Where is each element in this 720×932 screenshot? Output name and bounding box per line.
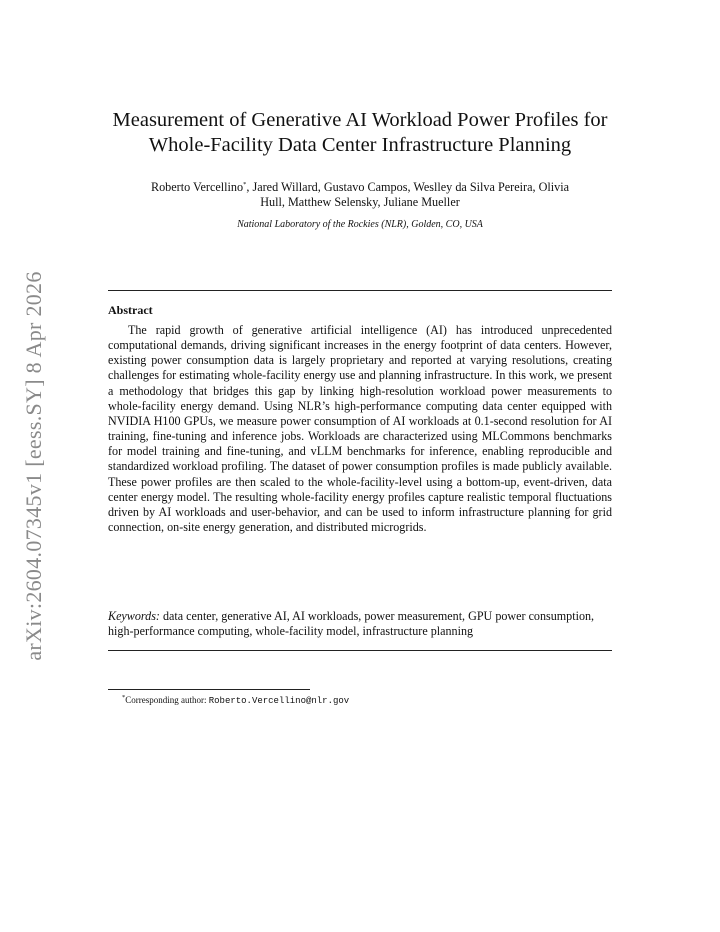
footnote-label: Corresponding author: — [125, 695, 209, 705]
abstract-bottom-rule — [108, 650, 612, 651]
title-line-2: Whole-Facility Data Center Infrastructure Planning — [148, 134, 572, 156]
author-line-1 — [100, 180, 620, 195]
keywords-text: data center, generative AI, AI workloads, power measurement, GPU power consumption, high-performance computing, whole-facility model, infrastructure planning — [108, 609, 595, 639]
abstract-top-rule — [108, 290, 612, 291]
author-list — [100, 180, 620, 210]
abstract-heading: Abstract — [108, 303, 153, 317]
keywords — [108, 609, 612, 639]
footnote-mark: * — [122, 694, 126, 701]
paper-title — [100, 108, 620, 158]
corresponding-email: Roberto.Vercellino@nlr.gov — [208, 696, 350, 706]
title-line-1: Measurement of Generative AI Workload Power Profiles for — [112, 109, 608, 131]
keywords-label: Keywords: — [108, 609, 160, 623]
author-line-1-rest: , Jared Willard, Gustavo Campos, Weslley da Silva Pereira, Olivia — [246, 180, 570, 194]
abstract-body: The rapid growth of generative artificial intelligence (AI) has introduced unprecedented computational demands, driving significant increases in the energy footprint of data centers. However, existing power consumption data is largely proprietary and reported at varying resolutions, creating challenges for estimating whole-facility energy use and planning infrastructure. In this work, we present a methodology that bridges this gap by linking high-resolution workload power measurements to whole-facility energy demand. Using NLR’s high-performance computing data center equipped with NVIDIA H100 GPUs, we measure power consumption of AI workloads at 0.1-second resolution for AI training, fine-tuning and inference jobs. Workloads are characterized using MLCommons benchmarks for model training and fine-tuning, and vLLM benchmarks for inference, enabling reproducible and standardized workload profiling. The dataset of power consumption profiles is made publicly available. These power profiles are then scaled to the whole-facility-level using a bottom-up, event-driven, data center energy model. The resulting whole-facility energy profiles capture realistic temporal fluctuations driven by AI workloads and user-behavior, and can be used to inform infrastructure planning for grid connection, on-site energy generation, and distributed microgrids. — [108, 323, 612, 535]
arxiv-identifier-stamp: arXiv:2604.07345v1 [eess.SY] 8 Apr 2026 — [21, 271, 46, 661]
corresponding-author-mark: * — [243, 180, 247, 188]
author-line-2: Hull, Matthew Selensky, Juliane Mueller — [260, 195, 460, 209]
first-author: Roberto Vercellino — [150, 180, 244, 194]
footnote-rule — [108, 689, 310, 690]
affiliation: National Laboratory of the Rockies (NLR), Golden, CO, USA — [237, 219, 483, 230]
footnote — [122, 695, 349, 706]
